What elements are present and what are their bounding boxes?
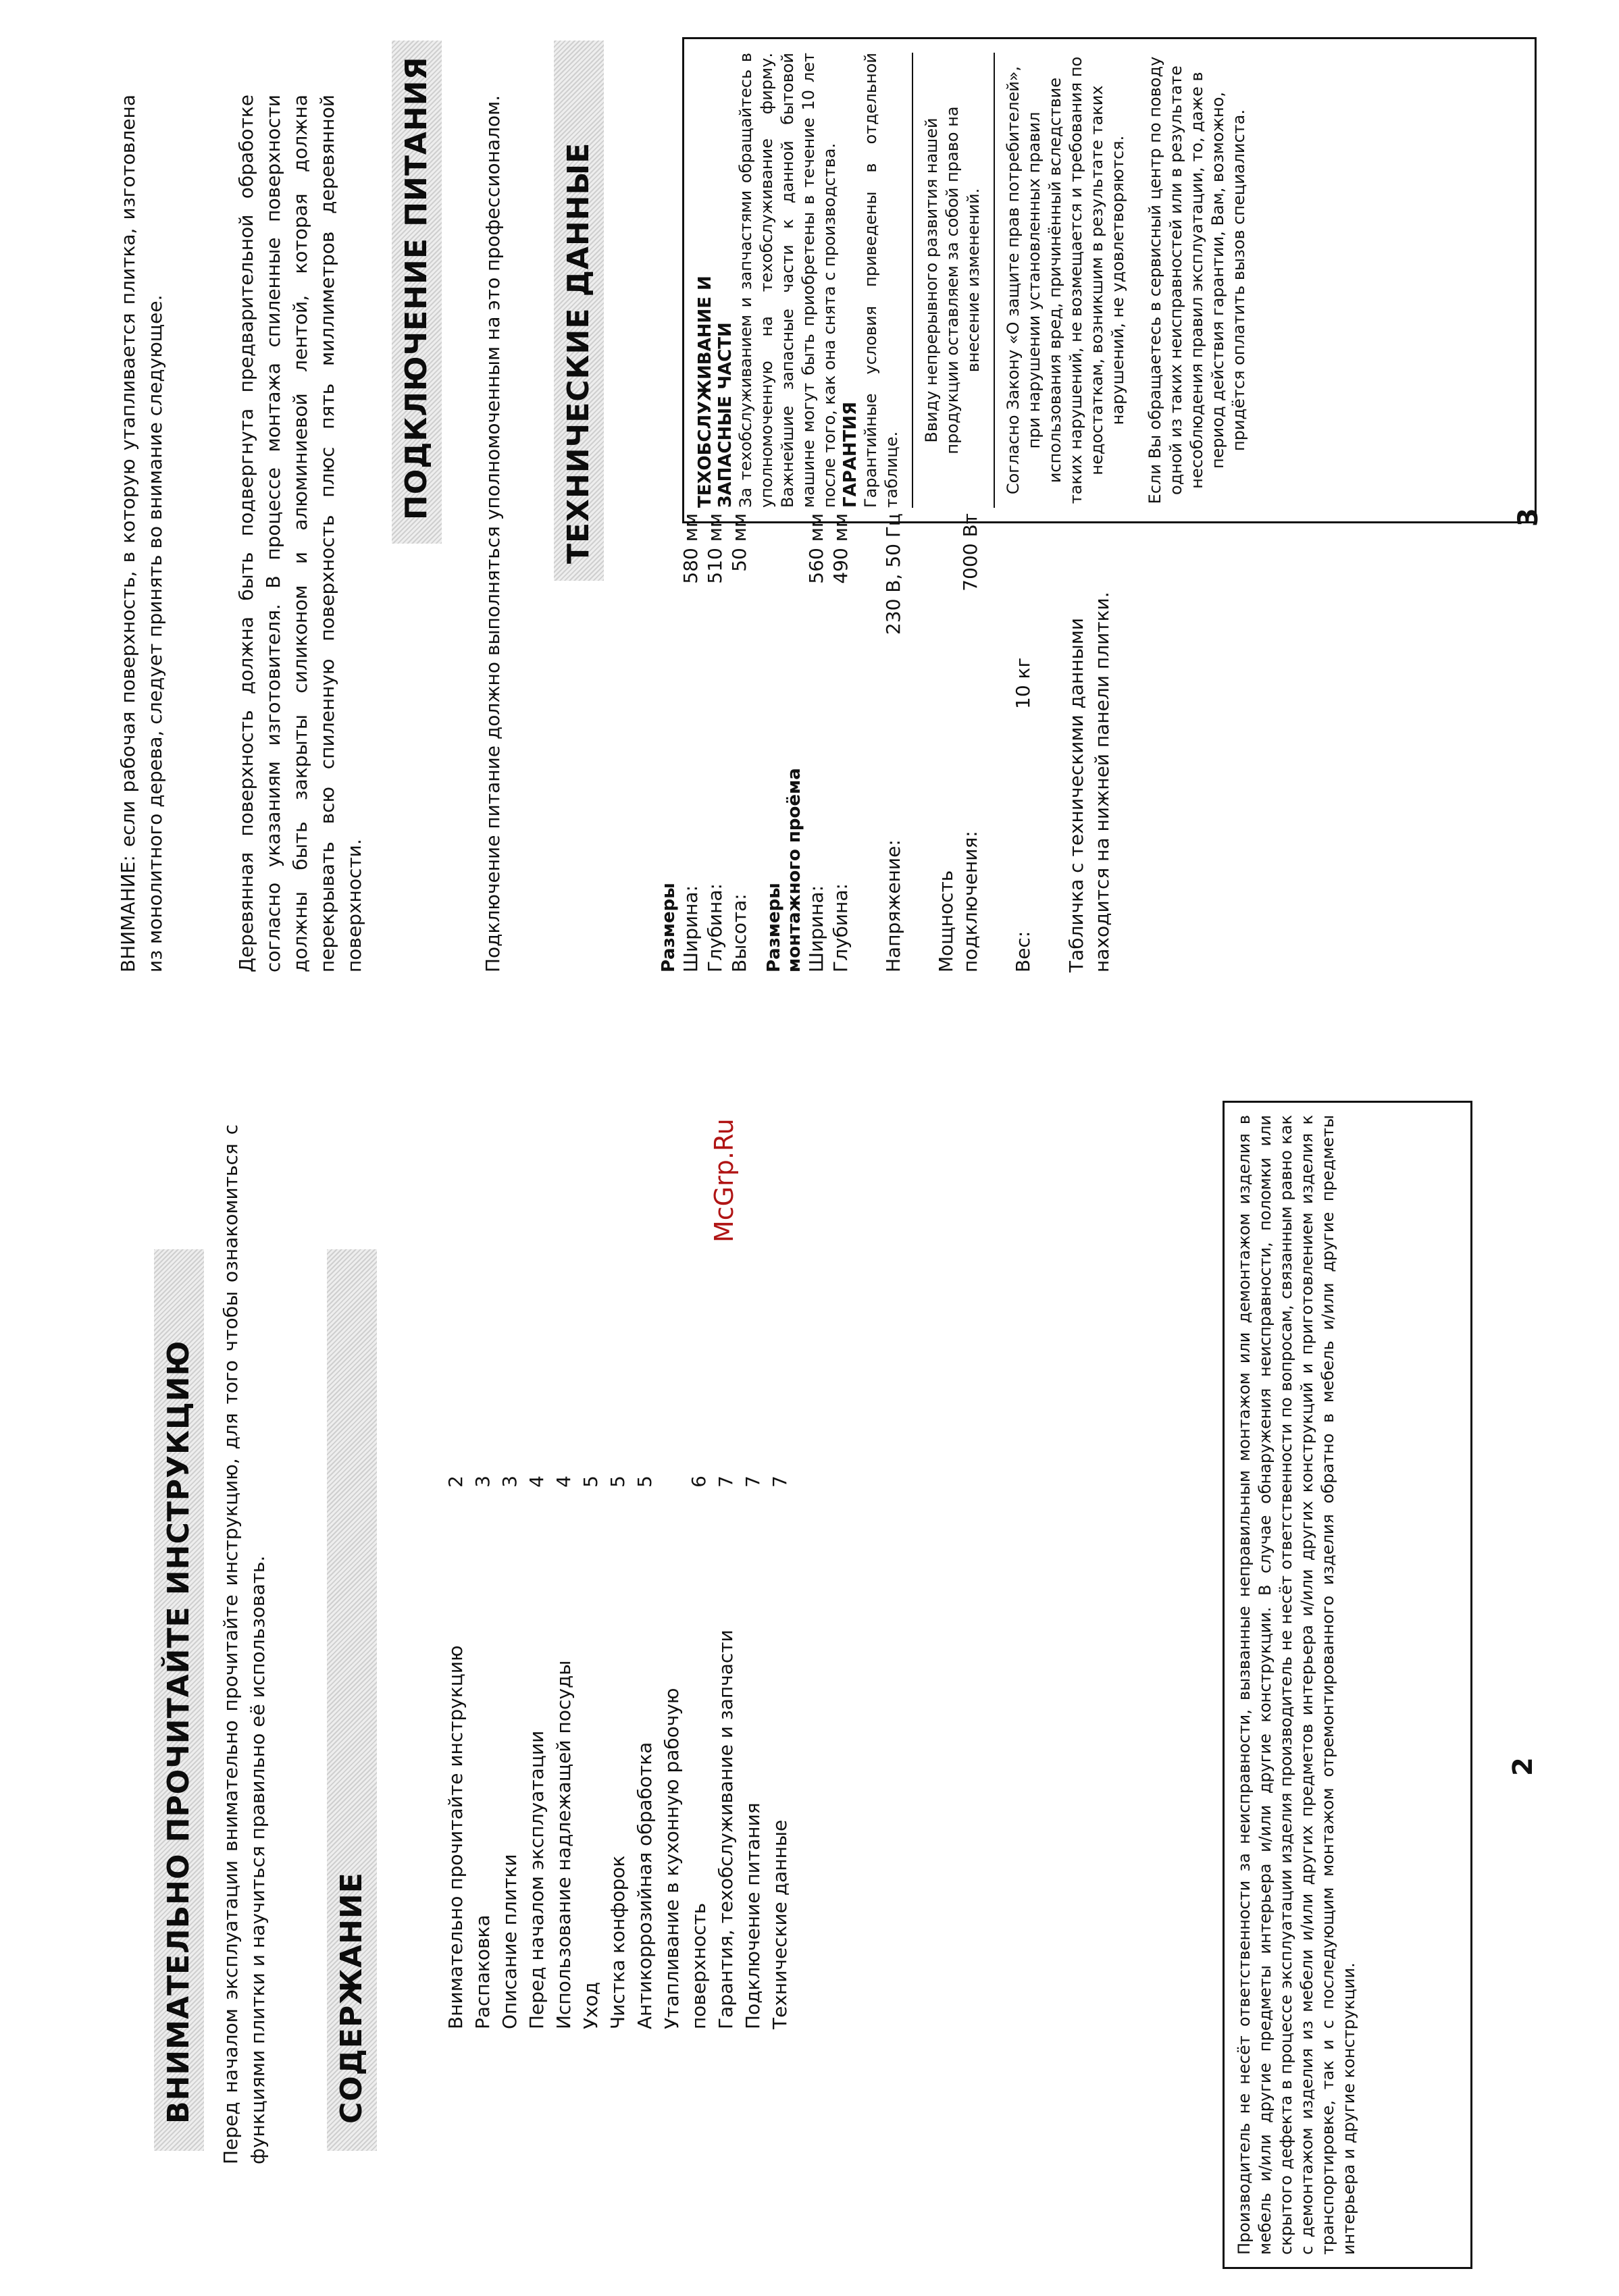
spec-value: 490 мм — [829, 513, 852, 584]
spec-row — [679, 500, 703, 972]
toc-row[interactable] — [686, 1476, 713, 2029]
toc-label: Распаковка — [471, 1914, 494, 2029]
spec-label: Глубина: — [704, 883, 726, 972]
service-call-note: Если Вы обращаетесь в сервисный центр по поводу одной из таких неисправностей или в результате несоблюдения правил эксплуатации, то, даже в период действия гарантии, Вам, возможно, придётся оплатить вызов специалиста. — [1146, 56, 1248, 504]
spec-row — [727, 500, 752, 972]
weight-row — [1010, 500, 1037, 972]
toc-label: Описание плитки — [498, 1854, 521, 2029]
toc-label: Подключение питания — [742, 1802, 764, 2029]
power-paragraph: Подключение питание должно выполняться уполномоченным на это профессионалом. — [482, 95, 504, 972]
tech-title: ТЕХНИЧЕСКИЕ ДАННЫЕ — [561, 142, 596, 564]
toc-label: Внимательно прочитайте инструкцию — [444, 1645, 467, 2029]
warranty-title: ГАРАНТИЯ — [840, 401, 860, 508]
toc-label: Утапливание в кухонную рабочую — [661, 1688, 683, 2029]
toc-row[interactable] — [523, 1476, 550, 2029]
toc-page: 4 — [552, 1476, 575, 1488]
voltage-label: Напряжение: — [882, 839, 904, 972]
table-of-contents — [442, 1476, 794, 2029]
spec-row — [829, 500, 853, 972]
opening-title: Размеры — [764, 883, 784, 972]
page-number-right: 3 — [1513, 508, 1544, 527]
service-title: ТЕХОБСЛУЖИВАНИЕ И — [695, 276, 715, 508]
development-note: Ввиду непрерывного развития нашей продукции оставляем за собой право на внесение изменений. — [922, 106, 983, 454]
toc-row[interactable] — [713, 1476, 740, 2029]
divider — [912, 53, 913, 508]
toc-label: Антикоррозийная обработка — [634, 1742, 656, 2029]
toc-page: 6 — [688, 1476, 710, 1488]
toc-label: Использование надлежащей посуды — [552, 1660, 575, 2029]
warranty-text: Гарантийные условия приведены в отдельной таблице. — [861, 53, 901, 508]
tech-data — [659, 500, 1115, 972]
toc-page: 3 — [498, 1476, 521, 1488]
toc-label: поверхность — [688, 1902, 710, 2029]
toc-label: Перед началом эксплуатации — [525, 1730, 548, 2029]
disclaimer-box — [1223, 1101, 1472, 2269]
dims-title: Размеры — [659, 883, 679, 972]
spec-label: Ширина: — [679, 885, 702, 972]
toc-row[interactable] — [469, 1476, 496, 2029]
divider — [994, 53, 995, 508]
disclaimer-text: Производитель не несёт ответственности за неисправности, вызванные неправильным монтажом или демонтажом изделия в мебель и/или другие предметы интерьера и/или другие конструкции. В случае обнаружения неисправности, поломки или скрытого дефекта в процессе эксплуатации изделия производитель не несёт ответственности по вопросам, связанным равно как с демонтажом изделия из мебели и/или других предметов интерьера и/или других конструкций и приготовлением изделия к транспортировке, так и с последующим монтажом отремонтированного изделия обратно в мебель и/или другие предметы интерьера и другие конструкции. — [1235, 1115, 1358, 2255]
spec-label: Ширина: — [805, 885, 827, 972]
warning-paragraph: ВНИМАНИЕ: если рабочая поверхность, в которую утапливается плитка, изготовлена из монолитного дерева, следует принять во внимание следующее. — [117, 95, 166, 972]
power-value: 7000 Вт — [959, 513, 981, 592]
toc-page: 2 — [444, 1476, 467, 1488]
toc-row[interactable] — [605, 1476, 632, 2029]
toc-label: Уход — [580, 1981, 602, 2029]
toc-row[interactable] — [659, 1476, 686, 2029]
page-number-left: 2 — [1508, 1757, 1539, 1776]
toc-row[interactable] — [496, 1476, 523, 2029]
spec-row — [703, 500, 727, 972]
toc-row[interactable] — [550, 1476, 577, 2029]
watermark: McGrp.Ru — [709, 1118, 739, 1243]
toc-label: Гарантия, техобслуживание и запчасти — [715, 1629, 737, 2029]
spec-value: 510 мм — [704, 513, 726, 584]
voltage-row — [880, 500, 907, 972]
contents-title: СОДЕРЖАНИЕ — [334, 1872, 369, 2124]
toc-row[interactable] — [632, 1476, 659, 2029]
toc-label: Технические данные — [769, 1819, 791, 2029]
intro-paragraph: Перед началом эксплуатации внимательно прочитайте инструкцию, для того чтобы ознакомиться с функциями плитки и научиться правильно её использовать. — [220, 1124, 269, 2164]
wood-paragraph: Деревянная поверхность должна быть подвергнута предварительной обработке согласно указаниям изготовителя. В процессе монтажа спиленные поверхности должны быть закрыты силиконом и алюминиевой лентой, которая должна перекрывать всю спиленную поверхность плюс пять миллиметров деревянной поверхности. — [235, 95, 365, 972]
power-title: ПОДКЛЮЧЕНИЕ ПИТАНИЯ — [399, 56, 434, 520]
service-subtitle: ЗАПАСНЫЕ ЧАСТИ — [715, 322, 736, 508]
opening-subtitle: монтажного проёма — [784, 768, 804, 972]
toc-row[interactable] — [577, 1476, 605, 2029]
toc-page: 7 — [742, 1476, 764, 1488]
service-warranty-box — [682, 37, 1537, 523]
spec-label: Глубина: — [829, 883, 852, 972]
toc-row[interactable] — [767, 1476, 794, 2029]
toc-page: 5 — [607, 1476, 629, 1488]
page-title: ВНИМАТЕЛЬНО ПРОЧИТАЙТЕ ИНСТРУКЦИЮ — [161, 1340, 196, 2124]
toc-page: 5 — [634, 1476, 656, 1488]
spec-value: 560 мм — [805, 513, 827, 584]
toc-row[interactable] — [740, 1476, 767, 2029]
voltage-value: 230 В, 50 Гц — [882, 513, 904, 635]
toc-page: 5 — [580, 1476, 602, 1488]
toc-page: 7 — [715, 1476, 737, 1488]
toc-page: 7 — [769, 1476, 791, 1488]
weight-label: Вес: — [1012, 931, 1034, 972]
law-note: Согласно Закону «О защите прав потребителей», при нарушении установленных правил использования вред, причинённый вследствие таких нарушений, не возмещается и требования по недостаткам, возникшим в результате таких нарушений, не удовлетворяются. — [1004, 56, 1127, 504]
toc-page: 3 — [471, 1476, 494, 1488]
service-text: За техобслуживанием и запчастями обращайтесь в уполномоченную на техобслуживание фирму. Важнейшие запасные части к данной бытовой машине могут быть приобретены в течение 10 лет после того, как она снята с производства. — [736, 53, 839, 508]
toc-label: Чистка конфорок — [607, 1855, 629, 2029]
toc-page: 4 — [525, 1476, 548, 1488]
power-row — [958, 500, 983, 972]
spec-row — [804, 500, 829, 972]
power-label-2: подключения: — [959, 831, 981, 972]
spec-value: 50 мм — [728, 513, 750, 572]
power-label: Мощность — [935, 870, 957, 972]
spec-value: 580 мм — [679, 513, 702, 584]
plate-note: Табличка с техническими данными находится на нижней панели плитки. — [1065, 592, 1113, 972]
weight-value: 10 кг — [1012, 657, 1034, 709]
toc-row[interactable] — [442, 1476, 469, 2029]
spec-label: Высота: — [728, 893, 750, 972]
